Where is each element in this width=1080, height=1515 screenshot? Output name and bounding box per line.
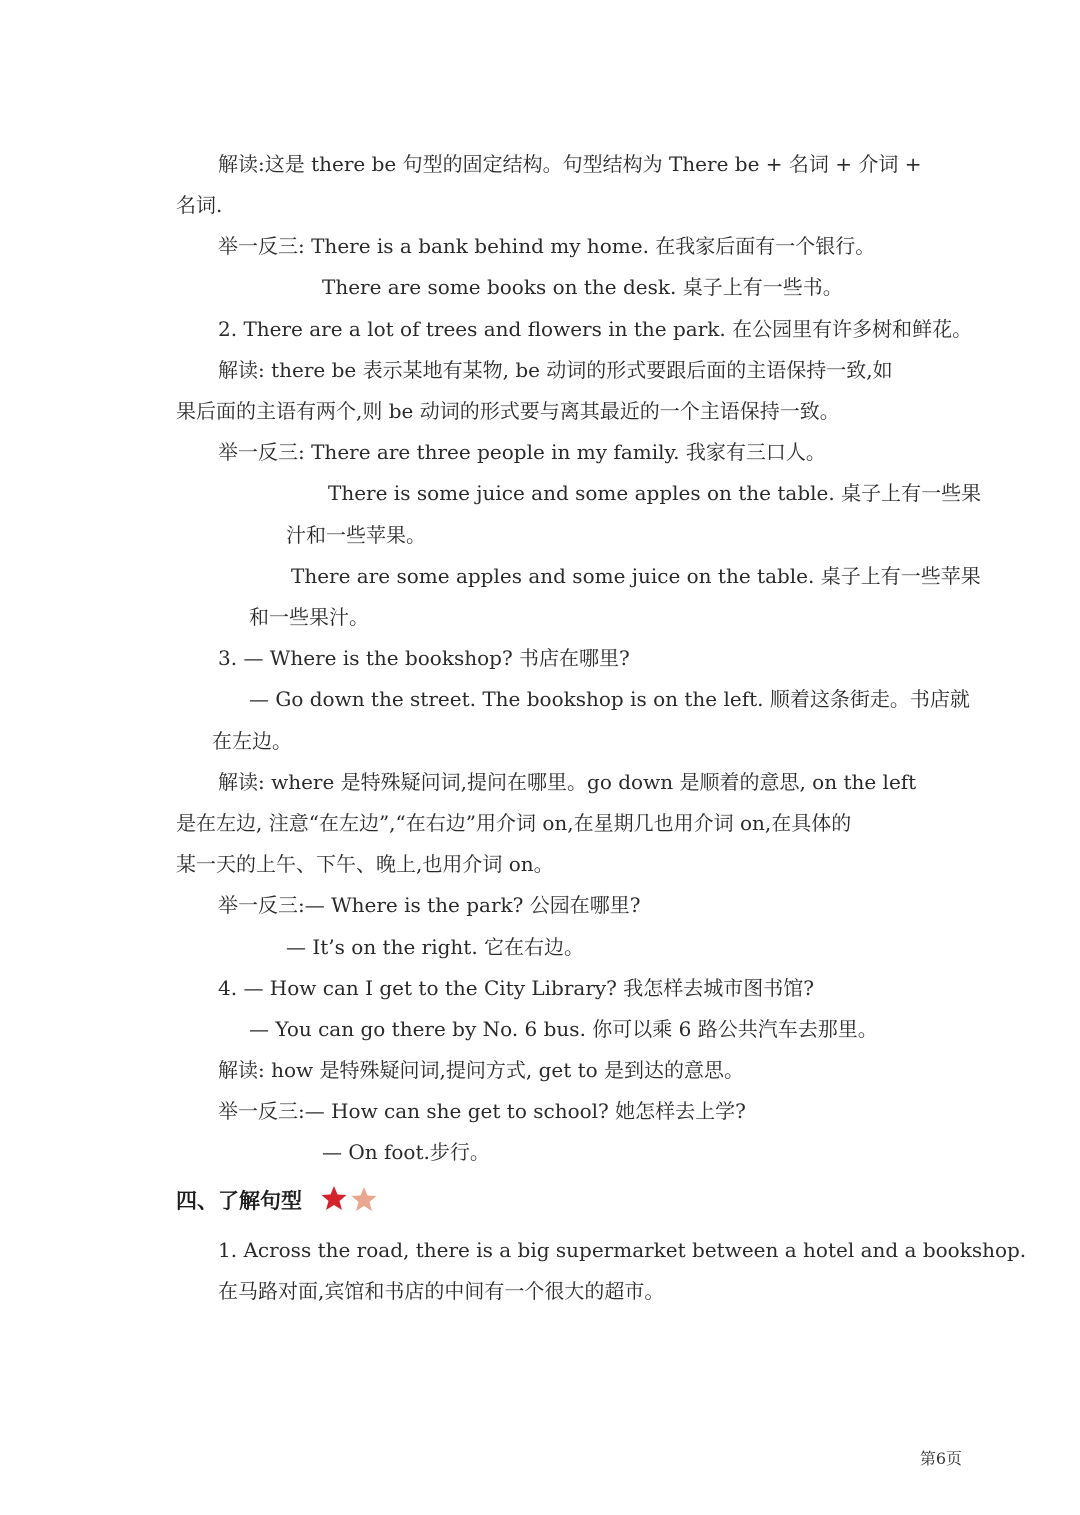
explanation-3-line-1: 解读: where 是特殊疑问词,提问在哪里。go down 是顺着的意思, on the left xyxy=(218,770,917,794)
section-sentence-1: 1. Across the road, there is a big supermarket between a hotel and a bookshop. xyxy=(218,1238,1027,1262)
section-heading: 四、了解句型 xyxy=(176,1189,302,1213)
star-half-icon xyxy=(352,1187,377,1211)
explanation-3-line-2: 是在左边, 注意“在左边”,“在右边”用介词 on,在星期几也用介词 on,在具体的 xyxy=(176,811,852,835)
sentence-3-answer-line-1: — Go down the street. The bookshop is on the left. 顺着这条街走。书店就 xyxy=(249,687,970,711)
example-2-line-4: There are some apples and some juice on the table. 桌子上有一些苹果 xyxy=(291,564,981,588)
sentence-4-answer: — You can go there by No. 6 bus. 你可以乘 6 路公共汽车去那里。 xyxy=(249,1017,878,1041)
explanation-line-2: 名词. xyxy=(176,193,223,217)
explanation-2-line-1: 解读: there be 表示某地有某物, be 动词的形式要跟后面的主语保持一致,如 xyxy=(218,358,893,382)
example-2-line-2: There is some juice and some apples on the table. 桌子上有一些果 xyxy=(328,481,982,505)
explanation-4: 解读: how 是特殊疑问词,提问方式, get to 是到达的意思。 xyxy=(218,1058,745,1082)
example-line-1: 举一反三: There is a bank behind my home. 在我家后面有一个银行。 xyxy=(218,234,876,258)
example-3-answer: — It’s on the right. 它在右边。 xyxy=(286,935,585,959)
sentence-3-answer-line-2: 在左边。 xyxy=(212,729,292,753)
sentence-3-question: 3. — Where is the bookshop? 书店在哪里? xyxy=(218,646,630,670)
example-2-line-3: 汁和一些苹果。 xyxy=(286,523,426,547)
explanation-3-line-3: 某一天的上午、下午、晚上,也用介词 on。 xyxy=(176,852,554,876)
section-sentence-1-translation: 在马路对面,宾馆和书店的中间有一个很大的超市。 xyxy=(218,1279,665,1303)
sentence-2: 2. There are a lot of trees and flowers in the park. 在公园里有许多树和鲜花。 xyxy=(218,317,973,341)
example-4-answer: — On foot.步行。 xyxy=(322,1140,490,1164)
explanation-2-line-2: 果后面的主语有两个,则 be 动词的形式要与离其最近的一个主语保持一致。 xyxy=(176,399,840,423)
example-2-line-1: 举一反三: There are three people in my family. 我家有三口人。 xyxy=(218,440,826,464)
page-number: 第6页 xyxy=(919,1449,962,1468)
star-full-icon xyxy=(322,1186,347,1210)
example-line-2: There are some books on the desk. 桌子上有一些书。 xyxy=(322,275,843,299)
example-3-question: 举一反三:— Where is the park? 公园在哪里? xyxy=(218,893,641,917)
sentence-4-question: 4. — How can I get to the City Library? 我怎样去城市图书馆? xyxy=(218,976,814,1000)
example-2-line-5: 和一些果汁。 xyxy=(249,605,369,629)
example-4-question: 举一反三:— How can she get to school? 她怎样去上学? xyxy=(218,1099,746,1123)
difficulty-stars xyxy=(320,1184,384,1214)
explanation-line-1: 解读:这是 there be 句型的固定结构。句型结构为 There be + 名词 + 介词 + xyxy=(218,152,922,176)
